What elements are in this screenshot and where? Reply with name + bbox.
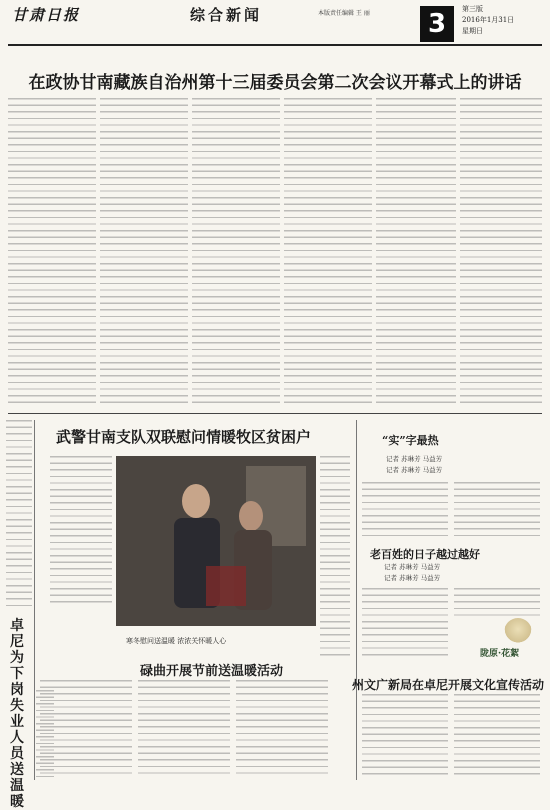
police-article-body xyxy=(50,456,112,606)
byline-line: 记者 苏琳芳 马益芳 xyxy=(386,455,443,463)
editor-credit: 本版责任编辑 王 丽 xyxy=(318,10,370,17)
page-number-box: 3 xyxy=(420,6,454,42)
column-divider xyxy=(356,420,357,780)
wenhua-body xyxy=(454,694,540,778)
flower-illustration xyxy=(504,618,532,646)
section-title: 综合新闻 xyxy=(190,6,263,24)
police-article-body xyxy=(320,456,350,656)
bosaili-title: 老百姓的日子越过越好 xyxy=(370,548,480,561)
news-photo xyxy=(116,456,316,626)
medicine-article-column xyxy=(138,680,230,776)
lead-article-column xyxy=(284,98,372,408)
photo-caption: 寒冬慰问送温暖 浓浓关怀暖人心 xyxy=(126,637,227,645)
wenhua-body xyxy=(362,694,448,778)
bosaili-byline xyxy=(384,562,440,584)
date-info xyxy=(462,4,514,37)
bosaili-body xyxy=(362,588,448,658)
newspaper-logo: 甘肃日报 xyxy=(12,6,81,24)
issue-date: 2016年1月31日 xyxy=(462,16,515,24)
column-tag: 陇原·花絮 xyxy=(480,649,520,659)
shijing-byline xyxy=(386,454,442,476)
police-headline: 武警甘南支队双联慰问情暖牧区贫困户 xyxy=(56,428,312,446)
byline-line: 记者 苏琳芳 马益芳 xyxy=(384,574,441,582)
medicine-headline: 碌曲开展节前送温暖活动 xyxy=(140,664,284,679)
masthead xyxy=(0,0,550,48)
shijing-body xyxy=(362,482,448,538)
issue-weekday: 星期日 xyxy=(462,27,483,35)
lead-article-column xyxy=(8,98,96,408)
medicine-article-column xyxy=(236,680,328,776)
column-divider xyxy=(34,420,35,780)
bosaili-body xyxy=(454,588,540,616)
edition-label: 第三版 xyxy=(462,5,483,13)
wenhua-headline: 州文广新局在卓尼开展文化宣传活动 xyxy=(352,678,545,692)
lead-article-column xyxy=(100,98,188,408)
lead-article-column xyxy=(376,98,456,408)
side-headline: 卓尼为下岗失业人员送温暖 xyxy=(10,618,24,810)
byline-line: 记者 苏琳芳 马益芳 xyxy=(386,466,443,474)
photo-scene xyxy=(116,456,316,626)
medicine-article-column xyxy=(40,680,132,776)
lead-article-column xyxy=(192,98,280,408)
shijing-title: “实”字最热 xyxy=(382,434,439,447)
lead-article-column xyxy=(460,98,542,408)
masthead-rule xyxy=(8,44,542,46)
section-divider xyxy=(8,413,542,414)
byline-line: 记者 苏琳芳 马益芳 xyxy=(384,563,441,571)
shijing-body xyxy=(454,482,540,538)
lead-headline: 在政协甘南藏族自治州第十三届委员会第二次会议开幕式上的讲话 xyxy=(28,73,522,93)
side-article-body xyxy=(6,420,32,610)
